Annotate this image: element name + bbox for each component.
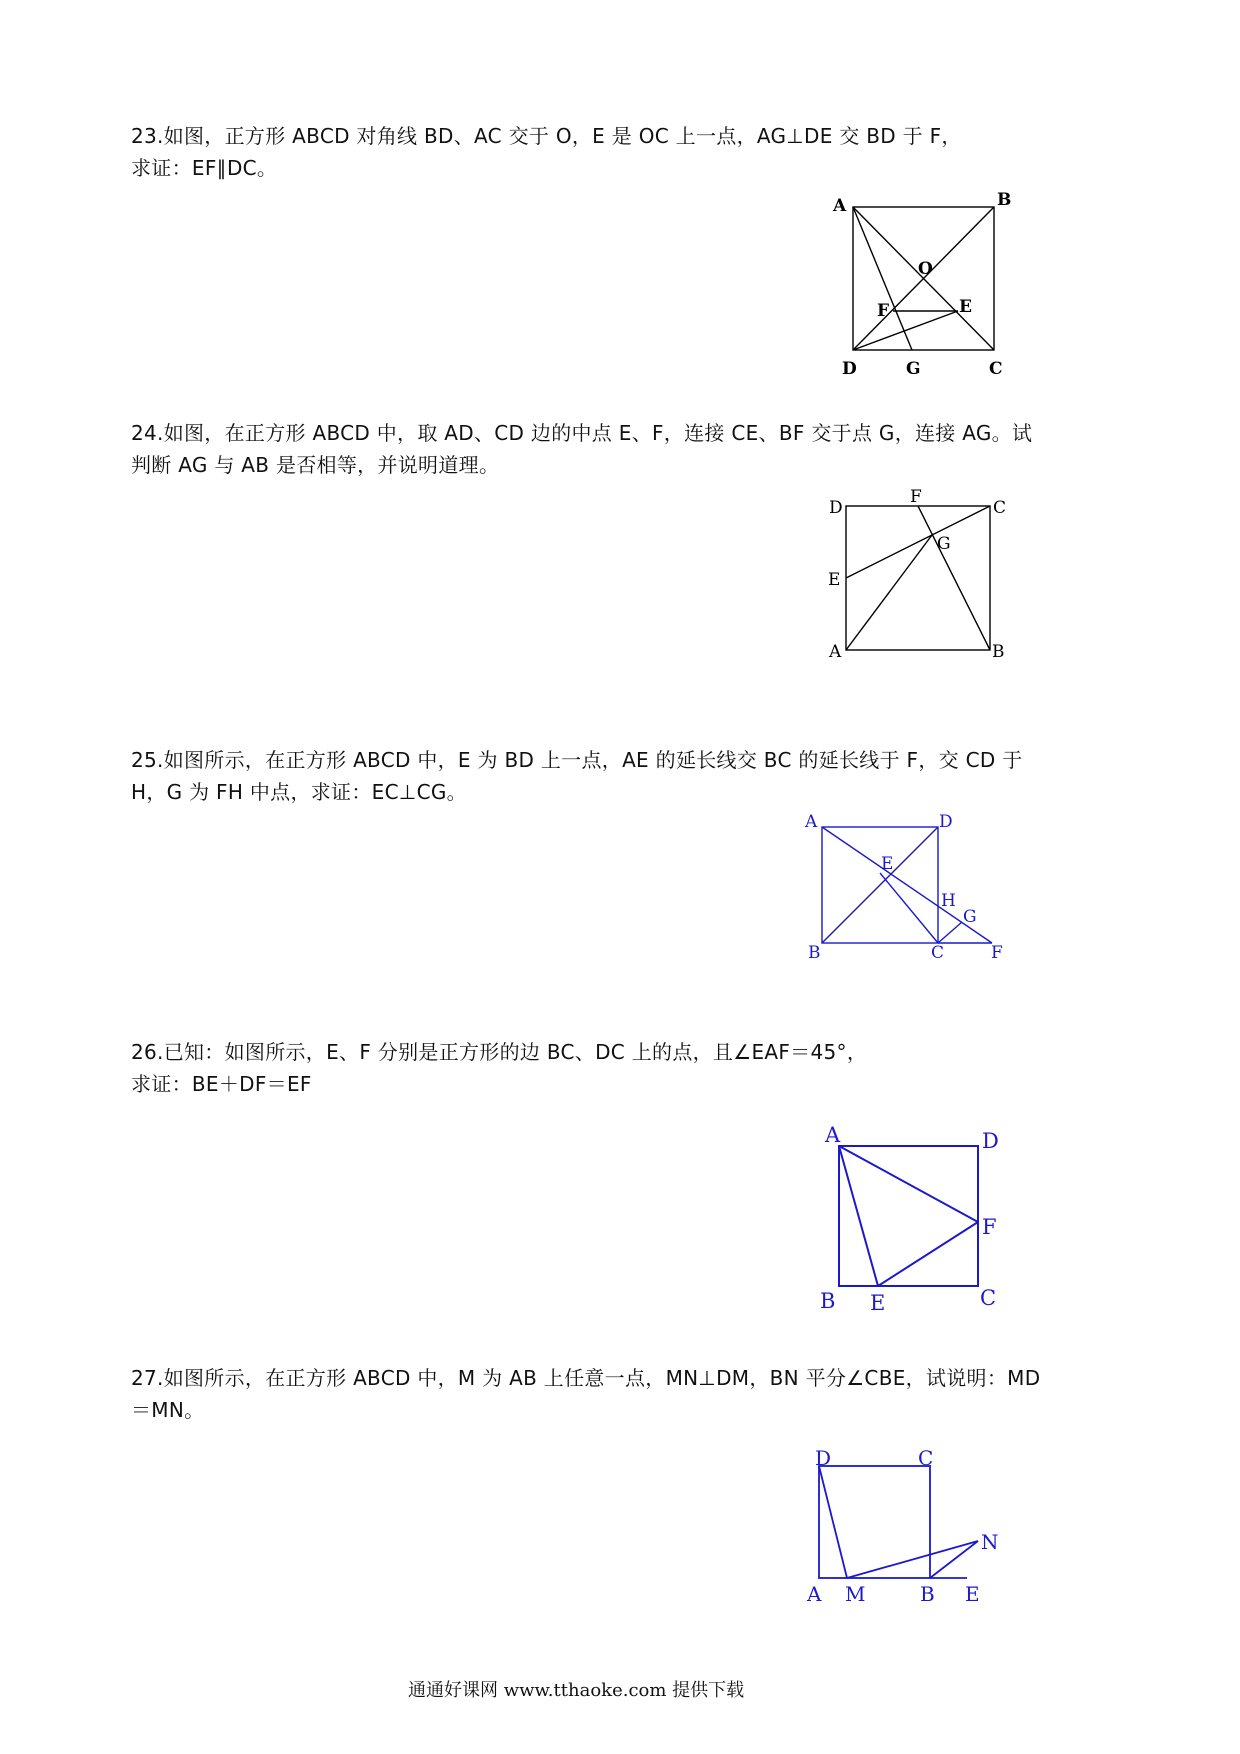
label-G: G [906,359,921,379]
label-D: D [815,1446,832,1470]
label-D: D [829,498,843,518]
label-C: C [993,498,1007,518]
label-O: O [918,259,933,279]
segment-dm [819,1466,847,1578]
label-E: E [828,570,841,590]
label-E: E [881,854,894,874]
problem-26-line-1: 26.已知：如图所示，E、F 分别是正方形的边 BC、DC 上的点，且∠EAF＝45°， [131,1040,868,1064]
label-A: A [805,812,818,832]
label-C: C [931,943,945,963]
label-M: M [845,1582,866,1606]
footer-text: 通通好课网 www.tthaoke.com 提供下载 [408,1680,745,1701]
label-C: C [989,359,1003,379]
label-A: A [807,1582,822,1606]
label-E: E [959,297,972,317]
problem-24-line-2: 判断 AG 与 AB 是否相等，并说明道理。 [131,453,500,477]
problem-26-line-2: 求证：BE＋DF＝EF [131,1072,312,1096]
label-E: E [965,1582,980,1606]
label-G: G [963,907,977,927]
label-C: C [918,1446,934,1470]
label-F: F [910,487,922,507]
square-abcd [819,1466,930,1578]
label-G: G [937,534,951,554]
label-A: A [833,196,847,216]
segment-mn [847,1541,978,1578]
label-D: D [982,1129,999,1153]
problem-23-line-1: 23.如图，正方形 ABCD 对角线 BD、AC 交于 O，E 是 OC 上一点，AG⊥DE 交 BD 于 F， [131,124,962,148]
label-C: C [980,1286,997,1310]
label-N: N [981,1530,999,1554]
problem-24-line-1: 24.如图，在正方形 ABCD 中，取 AD、CD 边的中点 E、F，连接 CE、BF 交于点 G，连接 AG。试 [131,421,1033,445]
label-B: B [992,642,1005,662]
label-E: E [870,1291,886,1315]
problem-25-line-1: 25.如图所示，在正方形 ABCD 中，E 为 BD 上一点，AE 的延长线交 BC 的延长线于 F，交 CD 于 [131,748,1023,772]
problem-27-line-1: 27.如图所示，在正方形 ABCD 中，M 为 AB 上任意一点，MN⊥DM，BN 平分∠CBE，试说明：MD [131,1366,1041,1390]
problem-23-line-2: 求证：EF∥DC。 [131,156,278,180]
label-H: H [941,891,956,911]
problem-25-line-2: H，G 为 FH 中点，求证：EC⊥CG。 [131,780,467,804]
label-F: F [877,301,890,321]
label-D: D [842,359,857,379]
problem-27-line-2: ＝MN。 [131,1398,205,1422]
label-B: B [808,943,821,963]
label-B: B [920,1582,935,1606]
label-F: F [982,1215,997,1239]
label-B: B [997,190,1012,210]
label-A: A [829,642,842,662]
segment-bn [930,1541,978,1578]
label-A: A [825,1123,841,1147]
label-F: F [991,943,1003,963]
label-D: D [939,812,953,832]
label-B: B [820,1289,836,1313]
